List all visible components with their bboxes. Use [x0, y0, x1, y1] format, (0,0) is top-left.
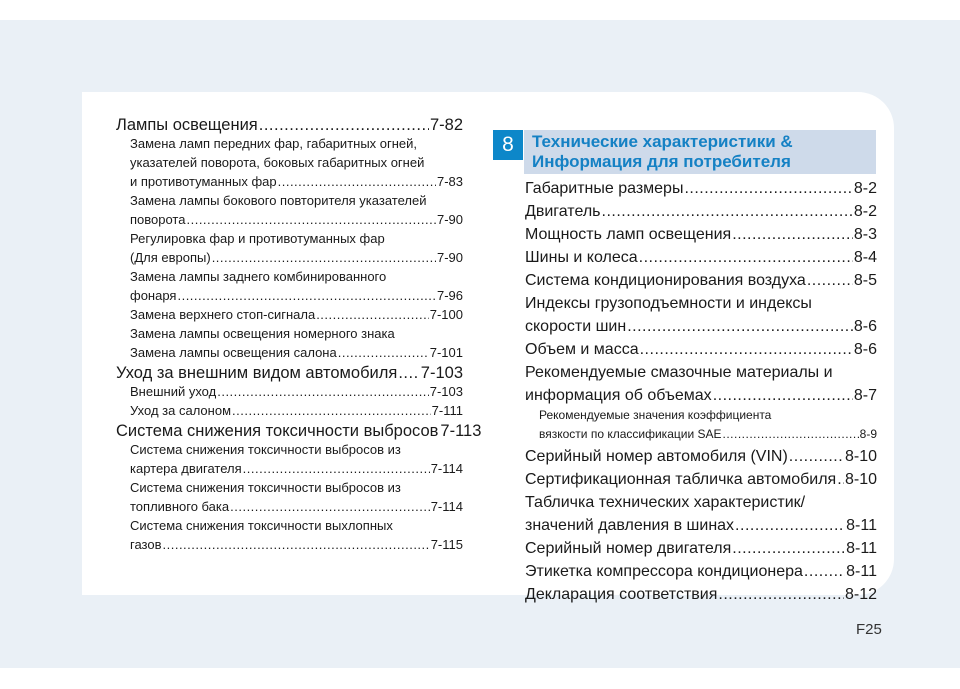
toc-entry[interactable]: [525, 226, 877, 244]
toc-entry-title: Шины и колеса: [525, 249, 638, 266]
toc-entry-title: Система снижения токсичности выбросов из: [130, 480, 401, 495]
toc-entry[interactable]: [116, 384, 463, 399]
toc-entry-title: и противотуманных фар: [130, 174, 277, 189]
toc-entry[interactable]: [525, 427, 877, 441]
toc-entry[interactable]: [116, 155, 424, 170]
toc-entry-title: поворота: [130, 212, 186, 227]
dot-leader: [230, 499, 430, 514]
toc-entry[interactable]: [116, 212, 463, 227]
dot-leader: [163, 537, 430, 552]
toc-entry-page: 8-11: [846, 563, 877, 580]
chapter-title: [524, 130, 876, 174]
toc-entry[interactable]: [525, 448, 877, 466]
dot-leader: [316, 307, 429, 322]
toc-entry-title: Система снижения токсичности выбросов: [116, 422, 439, 440]
toc-entry-page: 7-90: [436, 250, 463, 265]
toc-entry-title: газов: [130, 537, 162, 552]
toc-entry-page: 7-114: [430, 461, 463, 476]
toc-entry-title: Система снижения токсичности выбросов из: [130, 442, 401, 457]
toc-entry-title: Мощность ламп освещения: [525, 226, 732, 243]
dot-leader: [684, 180, 852, 198]
toc-entry-page: 7-82: [429, 116, 463, 134]
toc-entry[interactable]: [116, 193, 426, 208]
toc-entry-page: 7-101: [429, 345, 463, 360]
dot-leader: [713, 387, 853, 405]
dot-leader: [732, 540, 845, 558]
toc-entry-title: Замена лампы освещения салона: [130, 345, 337, 360]
toc-entry[interactable]: [116, 231, 385, 246]
toc-entry[interactable]: [116, 537, 463, 552]
toc-entry[interactable]: [116, 269, 386, 284]
toc-entry-title: картера двигателя: [130, 461, 242, 476]
toc-entry[interactable]: [525, 180, 877, 198]
toc-entry-page: 7-83: [436, 174, 463, 189]
toc-entry[interactable]: [525, 387, 877, 405]
toc-entry-title: фонаря: [130, 288, 177, 303]
toc-entry-page: 7-90: [436, 212, 463, 227]
toc-entry[interactable]: [116, 518, 393, 533]
toc-entry-title: информация об объемах: [525, 387, 712, 404]
dot-leader: [627, 318, 853, 336]
toc-entry-page: 7-115: [430, 537, 463, 552]
toc-entry-page: 7-114: [430, 499, 463, 514]
dot-leader: [640, 341, 853, 359]
dot-leader: [259, 116, 429, 135]
dot-leader: [639, 249, 853, 267]
toc-entry[interactable]: [116, 307, 463, 322]
toc-entry-title: значений давления в шинах: [525, 517, 735, 534]
toc-entry-page: 8-6: [853, 318, 877, 335]
toc-entry[interactable]: [525, 517, 877, 535]
toc-entry[interactable]: [525, 586, 877, 604]
toc-entry[interactable]: [116, 461, 463, 476]
toc-entry-title: Двигатель: [525, 203, 601, 220]
dot-leader: [398, 364, 419, 383]
dot-leader: [732, 226, 853, 244]
toc-entry[interactable]: [525, 249, 877, 267]
toc-entry-title: Декларация соответствия: [525, 586, 718, 603]
toc-entry-page: 7-103: [429, 384, 463, 399]
toc-entry[interactable]: [116, 250, 463, 265]
toc-entry-title: Габаритные размеры: [525, 180, 684, 197]
toc-entry-page: 8-9: [859, 427, 877, 441]
toc-entry-title: Замена лампы бокового повторителя указателей: [130, 193, 427, 208]
toc-entry[interactable]: [116, 480, 401, 495]
toc-entry[interactable]: [116, 442, 401, 457]
toc-entry[interactable]: [116, 403, 463, 418]
toc-entry-title: топливного бака: [130, 499, 230, 514]
toc-entry[interactable]: [525, 295, 812, 313]
toc-entry[interactable]: [116, 422, 482, 441]
toc-entry-page: 7-96: [436, 288, 463, 303]
toc-entry-title: вязкости по классификации SAE: [539, 427, 722, 441]
toc-entry-page: 8-5: [853, 272, 877, 289]
toc-entry-page: 8-2: [853, 203, 877, 220]
toc-entry-page: 8-11: [846, 517, 877, 534]
toc-entry[interactable]: [525, 272, 877, 290]
dot-leader: [186, 212, 435, 227]
toc-entry-title: Объем и масса: [525, 341, 639, 358]
page-number: F25: [856, 621, 882, 638]
toc-entry-page: 8-11: [846, 540, 877, 557]
toc-entry[interactable]: [525, 408, 771, 422]
toc-entry-title: Рекомендуемые смазочные материалы и: [525, 364, 833, 381]
toc-entry-title: Рекомендуемые значения коэффициента: [539, 408, 772, 422]
toc-entry-title: Лампы освещения: [116, 116, 258, 134]
toc-entry-title: Внешний уход: [130, 384, 217, 399]
dot-leader: [243, 461, 430, 476]
chapter-title-line-1: Технические характеристики &: [532, 132, 793, 151]
toc-entry[interactable]: [525, 494, 805, 512]
toc-entry[interactable]: [116, 499, 463, 514]
toc-entry-page: 8-2: [853, 180, 877, 197]
dot-leader: [602, 203, 853, 221]
toc-entry[interactable]: [116, 345, 463, 360]
toc-entry-title: Система снижения токсичности выхлопных: [130, 518, 393, 533]
toc-entry-title: Замена верхнего стоп-сигнала: [130, 307, 316, 322]
dot-leader: [278, 174, 436, 189]
toc-entry-title: Замена лампы освещения номерного знака: [130, 326, 395, 341]
chapter-number-badge: 8: [493, 130, 523, 160]
toc-entry-title: Замена ламп передних фар, габаритных огней,: [130, 136, 418, 151]
toc-entry-page: 8-10: [844, 471, 877, 488]
toc-entry-title: Регулировка фар и противотуманных фар: [130, 231, 385, 246]
toc-entry-page: 8-10: [844, 448, 877, 465]
toc-entry[interactable]: [525, 341, 877, 359]
dot-leader: [212, 250, 436, 265]
dot-leader: [718, 586, 844, 604]
toc-entry[interactable]: [525, 364, 833, 382]
toc-entry-title: указателей поворота, боковых габаритных огней: [130, 155, 425, 170]
toc-entry-page: 7-111: [431, 403, 463, 418]
toc-entry-title: Индексы грузоподъемности и индексы: [525, 295, 812, 312]
toc-entry[interactable]: [525, 203, 877, 221]
toc-entry-page: 7-113: [440, 422, 482, 440]
toc-entry[interactable]: [525, 563, 877, 581]
toc-entry-page: 8-6: [853, 341, 877, 358]
toc-entry[interactable]: [116, 364, 463, 383]
dot-leader: [807, 272, 853, 290]
dot-leader: [837, 471, 844, 489]
dot-leader: [177, 288, 436, 303]
toc-entry-title: скорости шин: [525, 318, 627, 335]
toc-entry-title: Уход за салоном: [130, 403, 232, 418]
toc-entry[interactable]: [116, 288, 463, 303]
toc-entry-page: 8-12: [844, 586, 877, 603]
toc-entry-title: Этикетка компрессора кондиционера: [525, 563, 803, 580]
toc-entry-page: 8-7: [853, 387, 877, 404]
toc-entry[interactable]: [116, 174, 463, 189]
toc-entry-title: (Для европы): [130, 250, 211, 265]
toc-entry-title: Серийный номер двигателя: [525, 540, 732, 557]
dot-leader: [804, 563, 845, 581]
toc-entry-title: Уход за внешним видом автомобиля: [116, 364, 398, 382]
toc-entry-page: 7-100: [429, 307, 463, 322]
toc-entry-title: Система кондиционирования воздуха: [525, 272, 806, 289]
toc-entry-title: Сертификационная табличка автомобиля: [525, 471, 837, 488]
toc-entry[interactable]: [116, 116, 463, 135]
toc-entry[interactable]: [525, 318, 877, 336]
toc-entry[interactable]: [525, 540, 877, 558]
toc-entry-page: 8-3: [853, 226, 877, 243]
toc-entry-title: Табличка технических характеристик/: [525, 494, 806, 511]
dot-leader: [735, 517, 845, 535]
chapter-title-line-2: Информация для потребителя: [532, 152, 791, 171]
toc-entry[interactable]: [116, 326, 395, 341]
dot-leader: [338, 345, 429, 360]
dot-leader: [789, 448, 844, 466]
dot-leader: [217, 384, 429, 399]
toc-entry[interactable]: [525, 471, 877, 489]
toc-entry-page: 8-4: [853, 249, 877, 266]
toc-entry[interactable]: [116, 136, 417, 151]
dot-leader: [723, 427, 859, 441]
toc-entry-title: Серийный номер автомобиля (VIN): [525, 448, 788, 465]
toc-entry-page: 7-103: [420, 364, 463, 382]
dot-leader: [232, 403, 431, 418]
toc-entry-title: Замена лампы заднего комбинированного: [130, 269, 387, 284]
